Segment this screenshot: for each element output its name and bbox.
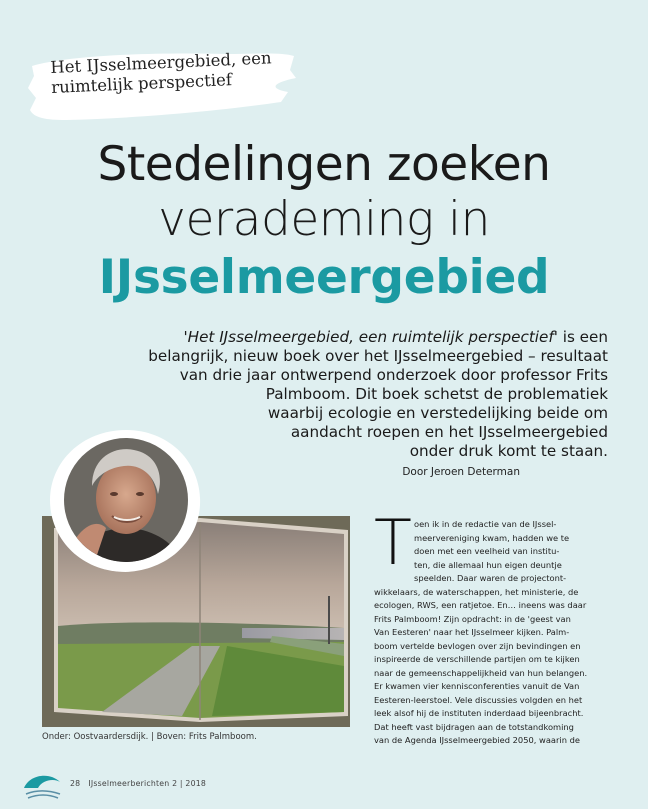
body-line: van de Agenda IJsselmeergebied 2050, waarin de: [374, 735, 580, 745]
intro-text: van drie jaar ontwerpend onderzoek door professor Frits: [179, 366, 608, 384]
intro-text: is een: [557, 328, 608, 346]
intro-text: aandacht roepen en het IJsselmeergebied: [290, 423, 608, 441]
kicker-line: Het IJsselmeergebied, een: [50, 48, 272, 77]
headline-line-1: Stedelingen zoeken: [97, 137, 551, 192]
article-headline: [0, 138, 648, 308]
headline-line-3: IJsselmeergebied: [98, 250, 550, 305]
indented-lines: [374, 518, 614, 586]
body-line: ten, die allemaal hun eigen deuntje: [414, 559, 562, 570]
kicker-line: ruimtelijk perspectief: [50, 70, 233, 97]
wave-icon: [26, 791, 60, 798]
body-line: wikkelaars, de waterschappen, het ministerie, de: [374, 586, 579, 597]
body-line: Van Eesteren' naar het IJsselmeer kijken. Palm-: [374, 627, 570, 637]
body-line: oen ik in de redactie van de IJssel-: [414, 519, 557, 529]
publication-name: IJsselmeerberichten 2 | 2018: [88, 779, 207, 788]
body-line: Dat heeft vast bijdragen aan de totstandkoming: [374, 721, 574, 732]
intro-text: waarbij ecologie en verstedelijking beide om: [267, 404, 608, 422]
headline-line-2: verademing in: [158, 192, 490, 247]
drop-cap: T: [374, 506, 412, 579]
body-line: Frits Palmboom! Zijn opdracht: in de 'geest van: [374, 613, 571, 624]
body-line: meervereniging kwam, hadden we te: [414, 532, 570, 543]
page-number: 28: [70, 779, 81, 788]
intro-text: belangrijk, nieuw boek over het IJsselmeergebied – resultaat: [148, 347, 608, 365]
bird-logo-icon: [24, 776, 60, 788]
intro-text: onder druk komt te staan.: [409, 442, 608, 460]
author-byline: Door Jeroen Determan: [402, 466, 520, 478]
body-line: leek alsof hij de instituten inderdaad bijeenbracht.: [374, 708, 584, 718]
body-line: speelden. Daar waren de projectont-: [414, 573, 567, 583]
page-footer: [70, 779, 206, 788]
body-line: ecologen, RWS, een ratjetoe. En… ineens was daar: [374, 600, 587, 610]
body-line: naar de gemeenschappelijkheid van hun belangen.: [374, 667, 588, 678]
kicker-brushstroke: [26, 48, 298, 122]
body-line: Er kwamen vier kennisconferenties vanuit de Van: [374, 681, 580, 691]
portrait-frame: [46, 428, 204, 574]
portrait-photo: [46, 428, 204, 574]
book-title: 'Het IJsselmeergebied, een ruimtelijk perspectief': [183, 328, 558, 346]
body-line: Eesteren-leerstoel. Vele discussies volgden en het: [374, 694, 583, 705]
intro-text: Palmboom. Dit boek schetst de problematiek: [265, 385, 608, 403]
body-line: doen met een veelheid van institu-: [414, 546, 560, 556]
photo-caption: Onder: Oostvaardersdijk. | Boven: Frits Palmboom.: [42, 732, 257, 742]
body-line: boom vertelde bevlogen over zijn bevindingen en: [374, 640, 581, 651]
article-body: [374, 518, 614, 748]
body-line: inspireerde de verschillende partijen om te kijken: [374, 654, 580, 664]
